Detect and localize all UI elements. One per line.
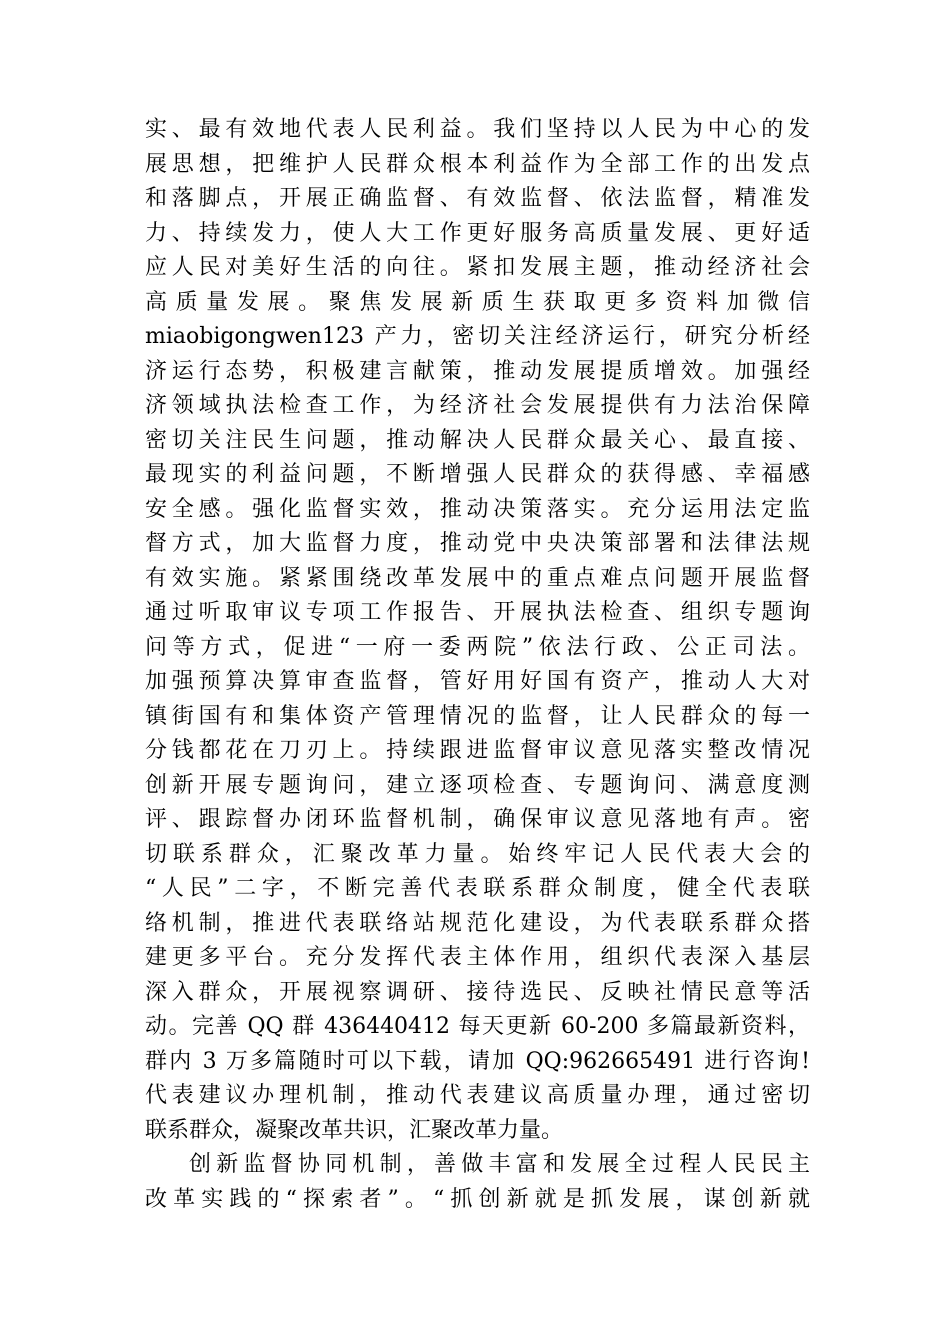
text-line: 群内 3 万多篇随时可以下载，请加 QQ:962665491 进行咨询! [145,1048,810,1074]
text-line: 加强预算决算审查监督，管好用好国有资产，推动人大对 [145,669,810,694]
text-line: 督方式，加大监督力度，推动党中央决策部署和法律法规 [145,531,810,556]
text-line: 改革实践的“探索者”。“抓创新就是抓发展，谋创新就 [145,1186,810,1212]
text-line: 分钱都花在刀刃上。持续跟进监督审议意见落实整改情况 [145,738,810,763]
text-line: 深入群众，开展视察调研、接待选民、反映社情民意等活 [145,979,810,1005]
text-line: 评、跟踪督办闭环监督机制，确保审议意见落地有声。密 [145,807,810,832]
text-line: miaobigongwen123 产力，密切关注经济运行，研究分析经 [145,324,810,349]
text-line: 切联系群众，汇聚改革力量。始终牢记人民代表大会的 [145,841,810,867]
text-line: 济领域执法检查工作，为经济社会发展提供有力法治保障 [145,393,810,418]
paragraph-first-line: 创新监督协同机制，善做丰富和发展全过程人民民主 [189,1152,810,1177]
text-line: 问等方式，促进“一府一委两院”依法行政、公正司法。 [145,634,810,660]
text-line: 镇街国有和集体资产管理情况的监督，让人民群众的每一 [145,703,810,729]
text-line: 动。完善 QQ 群 436440412 每天更新 60-200 多篇最新资料， [145,1014,810,1039]
text-line: 通过听取审议专项工作报告、开展执法检查、组织专题询 [145,600,810,625]
text-line: 代表建议办理机制，推动代表建议高质量办理，通过密切 [145,1083,810,1108]
text-line: 高质量发展。聚焦发展新质生获取更多资料加微信 [145,289,810,315]
text-line: 密切关注民生问题，推动解决人民群众最关心、最直接、 [145,427,810,453]
text-line: 应人民对美好生活的向往。紧扣发展主题，推动经济社会 [145,255,810,280]
text-line: 最现实的利益问题，不断增强人民群众的获得感、幸福感 [145,462,810,487]
text-line: 济运行态势，积极建言献策，推动发展提质增效。加强经 [145,358,810,384]
text-line: 和落脚点，开展正确监督、有效监督、依法监督，精准发 [145,186,810,211]
text-line: 创新开展专题询问，建立逐项检查、专题询问、满意度测 [145,772,810,798]
text-line: 力、持续发力，使人大工作更好服务高质量发展、更好适 [145,220,810,246]
text-line: “人民”二字，不断完善代表联系群众制度，健全代表联 [145,876,810,901]
text-line: 安全感。强化监督实效，推动决策落实。充分运用法定监 [145,496,810,522]
text-line: 络机制，推进代表联络站规范化建设，为代表联系群众搭 [145,910,810,936]
text-line: 建更多平台。充分发挥代表主体作用，组织代表深入基层 [145,945,810,970]
text-line: 有效实施。紧紧围绕改革发展中的重点难点问题开展监督 [145,565,810,591]
text-line: 实、最有效地代表人民利益。我们坚持以人民为中心的发 [145,117,810,142]
document-body [145,113,810,1217]
text-line: 展思想，把维护人民群众根本利益作为全部工作的出发点 [145,151,810,177]
text-line: 联系群众，凝聚改革共识，汇聚改革力量。 [145,1117,564,1143]
